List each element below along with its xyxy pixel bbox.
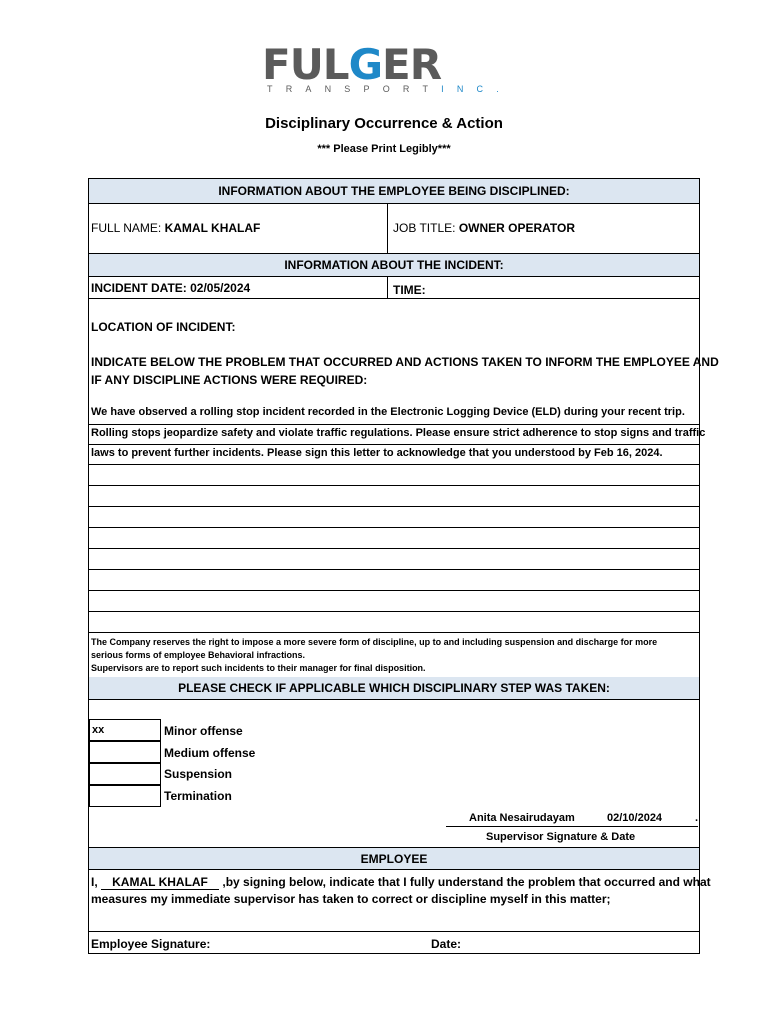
job-title-value: OWNER OPERATOR <box>458 221 576 235</box>
job-title-field[interactable]: JOB TITLE: OWNER OPERATOR <box>393 221 576 235</box>
company-logo <box>262 40 512 94</box>
termination-checkbox[interactable] <box>89 785 161 807</box>
termination-label: Termination <box>164 789 232 803</box>
policy-line-2: serious forms of employee Behavioral infractions. <box>91 650 306 660</box>
full-name-value: KAMAL KHALAF <box>164 221 261 235</box>
instruction-line-1: INDICATE BELOW THE PROBLEM THAT OCCURRED AND ACTIONS TAKEN TO INFORM THE EMPLOYEE AND <box>91 355 719 369</box>
employee-signature-field[interactable]: Employee Signature: <box>91 937 211 951</box>
description-line-2: Rolling stops jeopardize safety and violate traffic regulations. Please ensure strict adherence to stop signs and traffic <box>91 427 706 439</box>
blank-line <box>89 590 699 591</box>
page-title: Disciplinary Occurrence & Action <box>265 115 503 132</box>
blank-line <box>89 506 699 507</box>
blank-line <box>89 611 699 612</box>
incident-info-header: INFORMATION ABOUT THE INCIDENT: <box>89 254 699 276</box>
incident-date-field[interactable]: INCIDENT DATE: 02/05/2024 <box>91 281 251 295</box>
employee-ack-line-1: I, KAMAL KHALAF ,by signing below, indicate that I fully understand the problem that occurred and what <box>91 875 711 889</box>
steps-header: PLEASE CHECK IF APPLICABLE WHICH DISCIPLINARY STEP WAS TAKEN: <box>89 677 699 699</box>
employee-ack-name[interactable]: KAMAL KHALAF <box>101 875 219 890</box>
employee-info-header: INFORMATION ABOUT THE EMPLOYEE BEING DISCIPLINED: <box>89 179 699 203</box>
employee-header: EMPLOYEE <box>89 848 699 869</box>
employee-date-field[interactable]: Date: <box>431 937 462 951</box>
blank-line <box>89 632 699 633</box>
policy-line-3: Supervisors are to report such incidents to their manager for final disposition. <box>91 663 426 673</box>
policy-line-1: The Company reserves the right to impose a more severe form of discipline, up to and including suspension and discharge for more <box>91 637 658 647</box>
description-line-3: laws to prevent further incidents. Please sign this letter to acknowledge that you understood by Feb 16, 2024. <box>91 447 663 459</box>
medium-offense-checkbox[interactable] <box>89 741 161 763</box>
supervisor-period: . <box>695 812 699 824</box>
employee-ack-line-2: measures my immediate supervisor has taken to correct or discipline myself in this matter; <box>91 892 611 906</box>
blank-line <box>89 569 699 570</box>
suspension-label: Suspension <box>164 767 233 781</box>
suspension-checkbox[interactable] <box>89 763 161 785</box>
supervisor-caption: Supervisor Signature & Date <box>486 831 636 843</box>
checkbox-mark: xx <box>92 724 105 736</box>
incident-time-field[interactable]: TIME: <box>393 283 426 297</box>
minor-offense-checkbox[interactable] <box>89 719 161 741</box>
blank-line <box>89 485 699 486</box>
location-label[interactable]: LOCATION OF INCIDENT: <box>91 320 236 334</box>
disciplinary-form <box>88 178 719 954</box>
supervisor-signature-line[interactable] <box>446 826 698 827</box>
instruction-line-2: IF ANY DISCIPLINE ACTIONS WERE REQUIRED: <box>91 373 368 387</box>
logo-tagline: TRANSPORTINC. <box>267 84 512 94</box>
medium-offense-label: Medium offense <box>164 746 256 760</box>
blank-line <box>89 548 699 549</box>
logo-wordmark: FUL G ER <box>262 40 442 89</box>
page-subtitle: *** Please Print Legibly*** <box>317 143 451 155</box>
supervisor-date: 02/10/2024 <box>607 812 663 824</box>
full-name-field[interactable]: FULL NAME: KAMAL KHALAF <box>91 221 261 235</box>
minor-offense-label: Minor offense <box>164 724 243 738</box>
supervisor-name: Anita Nesairudayam <box>469 812 575 824</box>
description-line-1: We have observed a rolling stop incident recorded in the Electronic Logging Device (ELD) during your recent trip. <box>91 406 685 418</box>
blank-line <box>89 527 699 528</box>
